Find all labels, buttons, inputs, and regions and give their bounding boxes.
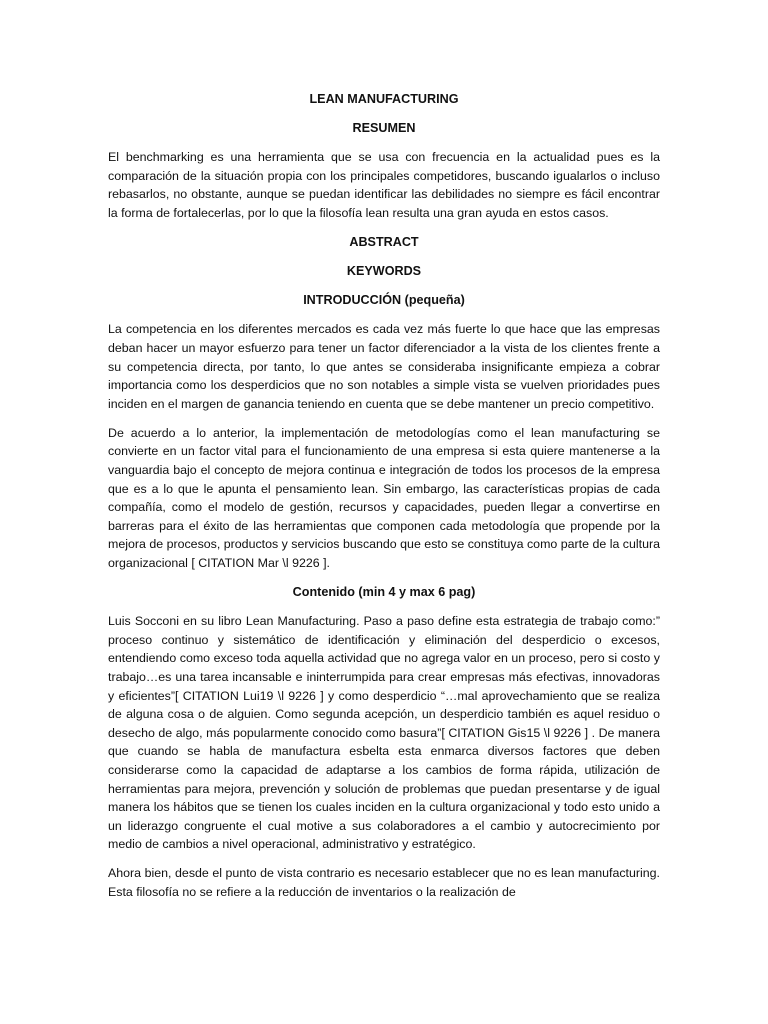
document-body bbox=[108, 90, 660, 912]
introduction-paragraph-2: De acuerdo a lo anterior, la implementación de metodologías como el lean manufacturing se convierte en un factor vital para el funcionamiento de una empresa si esta quiere mantenerse a la vanguardia bajo el concepto de mejora continua e integración de todos los procesos de la empresa que es a lo que le apunta el pensamiento lean. Sin embargo, las características propias de cada compañía, como el modelo de gestión, recursos y capacidades, pueden llegar a convertirse en barreras para el éxito de las herramientas que componen cada metodología que propende por la mejora de procesos, productos y servicios buscando que esto se constituya como parte de la cultura organizacional [ CITATION Mar \l 9226 ]. bbox=[108, 425, 660, 570]
keywords-heading: KEYWORDS bbox=[346, 264, 422, 279]
document-title: LEAN MANUFACTURING bbox=[309, 92, 459, 106]
introduction-heading: INTRODUCCIÓN (pequeña) bbox=[303, 293, 465, 308]
contenido-heading: Contenido (min 4 y max 6 pag) bbox=[292, 585, 476, 600]
contenido-paragraph-2: Ahora bien, desde el punto de vista contrario es necesario establecer que no es lean manufacturing. Esta filosofía no se refiere a la reducción de inventarios o la realización de bbox=[108, 866, 660, 899]
contenido-paragraph-1: Luis Socconi en su libro Lean Manufacturing. Paso a paso define esta estrategia de trabajo como:” proceso continuo y sistemático de identificación y eliminación del desperdicio o excesos, entendiendo como exceso toda aquella actividad que no agrega valor en un proceso, pero si costo y trabajo…es una tarea incansable e ininterrumpida para crear empresas más efectivas, innovadoras y eficientes”[ CITATION Lui19 \l 9226 ] y como desperdicio “…mal aprovechamiento que se realiza de alguna cosa o de alguien. Como segunda acepción, un desperdicio también es aquel residuo o desecho de algo, más popularmente conocido como basura”[ CITATION Gis15 \l 9226 ] . De manera que cuando se habla de manufactura esbelta esta enmarca diversos factores que deben considerarse como la capacidad de adaptarse a los cambios de forma rápida, utilización de herramientas para mejora, prevención y solución de problemas que puedan presentarse y de igual manera los hábitos que se tienen los cuales inciden en la cultura organizacional y todo esto unido a un liderazgo congruente el cual motive a sus colaboradores a el cambio y autocrecimiento por medio de cambios a nivel operacional, administrativo y estratégico. bbox=[108, 614, 660, 852]
resumen-paragraph: El benchmarking es una herramienta que se usa con frecuencia en la actualidad pues es la comparación de la situación propia con los principales competidores, buscando igualarlos o incluso rebasarlos, no obstante, aunque se puedan identificar las debilidades no siempre es fácil encontrar la forma de fortalecerlas, por lo que la filosofía lean resulta una gran ayuda en estos casos. bbox=[108, 150, 660, 220]
resumen-heading: RESUMEN bbox=[352, 121, 416, 136]
introduction-paragraph-1: La competencia en los diferentes mercados es cada vez más fuerte lo que hace que las empresas deban hacer un mayor esfuerzo para tener un factor diferenciador a la vista de los clientes frente a su competencia directa, por tanto, lo que antes se consideraba insignificante empieza a cobrar importancia como los desperdicios que no son notables a simple vista se vuelven prioridades pues inciden en el margen de ganancia teniendo en cuenta que se debe mantener un precio competitivo. bbox=[108, 322, 660, 411]
abstract-heading: ABSTRACT bbox=[349, 235, 419, 250]
